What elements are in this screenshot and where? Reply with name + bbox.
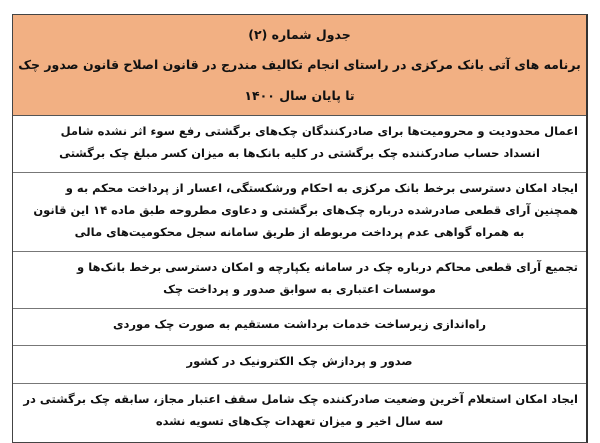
table-subtitle-line1: برنامه های آتی بانک مرکزی در راستای انجام تکالیف مندرج در قانون اصلاح قانون صدور چک (18, 57, 581, 73)
table-row: اعمال محدودیت و محرومیت‌ها برای صادرکنندگان چک‌های برگشتی رفع سوء اثر نشده شامل انسداد حساب صادرکننده چک برگشتی در کلیه بانک‌ها به میزان کسر مبلغ چک برگشتی (13, 116, 586, 173)
table-subtitle-line2: تا پایان سال ۱۴۰۰ (244, 88, 355, 104)
table-row: صدور و پردازش چک الکترونیک در کشور (13, 346, 586, 384)
table-title: جدول شماره (۲) (248, 26, 351, 42)
table-header (13, 15, 586, 116)
table-row: راه‌اندازی زیرساخت خدمات برداشت مستقیم به صورت چک موردی (13, 309, 586, 346)
table-row: تجمیع آرای قطعی محاکم درباره چک در سامانه یکپارچه و امکان دسترسی برخط بانک‌ها و موسسات اعتباری به سوابق صدور و پرداخت چک (13, 252, 586, 309)
table-row: ایجاد امکان استعلام آخرین وضعیت صادرکننده چک شامل سقف اعتبار مجاز، سابقه چک برگشتی در سه سال اخیر و میزان تعهدات چک‌های تسویه نشده (23, 392, 578, 428)
programs-table (12, 14, 588, 443)
table-row: ایجاد امکان دسترسی برخط بانک مرکزی به احکام ورشکستگی، اعسار از پرداخت محکم به و همچنین آرای قطعی صادرشده درباره چک‌های برگشتی و دعاوی مطروحه طبق ماده ۱۴ این قانون به همراه گواهی عدم پرداخت مربوطه از طریق سامانه سجل محکومیت‌های مالی (13, 173, 586, 252)
